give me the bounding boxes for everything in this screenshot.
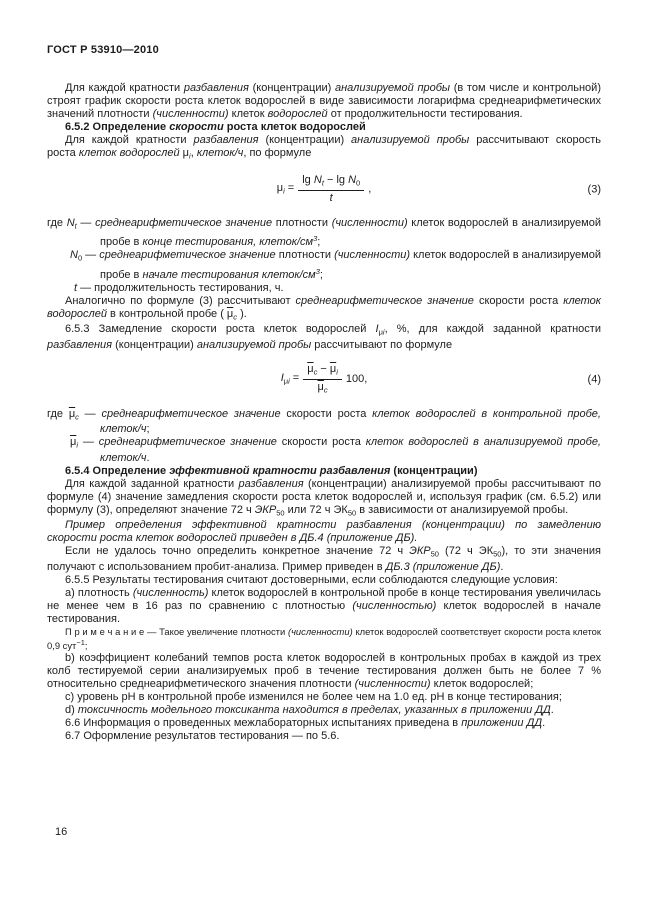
paragraph [47, 134, 601, 163]
text-segment: N [313, 173, 322, 186]
text-segment: среднеарифметическое значение [95, 216, 273, 229]
text-segment: где [47, 216, 67, 229]
formula-lhs [281, 372, 300, 388]
text-segment: c [233, 312, 238, 321]
text-segment: — продолжительность тестирования, ч. [77, 281, 284, 294]
text-segment: скорости [169, 121, 224, 133]
text-segment: 0 [77, 253, 83, 263]
text-segment: токсичность модельного токсиканта находится в пределах, указанных в приложении ДД [77, 703, 551, 716]
text-segment: водорослей [47, 307, 107, 320]
paragraph [47, 217, 601, 250]
text-segment: i [288, 376, 290, 386]
section-heading [47, 121, 601, 134]
text-segment: 6.5.2 Определение [65, 121, 170, 133]
text-segment: Для каждой кратности [65, 134, 194, 146]
text-segment: (численности) [334, 249, 411, 261]
text-segment: анализируемой пробы [196, 338, 312, 351]
document-body [47, 82, 601, 743]
text-segment: N [348, 173, 357, 186]
text-segment: i [76, 440, 79, 450]
text-segment: t [329, 192, 333, 205]
text-segment: 6.6 Информация о проведенных межлабораторных испытаниях приведена в [65, 716, 462, 729]
text-segment: $\overline{\mu}$ [329, 362, 337, 375]
text-segment: клеток водорослей в контрольной пробе в конце тестирования увеличилась не менее чем в 16 раз по сравнению с плотностью [47, 586, 601, 612]
text-segment: 100, [345, 373, 368, 385]
paragraph [47, 408, 601, 437]
text-segment: среднеарифметическое значение [295, 294, 474, 307]
text-segment: = [284, 181, 295, 194]
text-segment: среднеарифметическое значение [99, 249, 276, 261]
text-segment: конце тестирования, клеток/см [142, 236, 314, 248]
text-segment: — [78, 436, 99, 448]
text-segment: −1 [76, 638, 85, 647]
paragraph [47, 626, 601, 652]
text-segment: клеток водорослей; [430, 677, 534, 690]
text-segment: (концентрации) анализируемой пробы рассчитывают по формуле (4) значение замедления скорости роста клеток водорослей и, используя график (см. 6.5.2) или формулу (3), определяют значение 72 ч [47, 477, 601, 516]
paragraph [47, 249, 601, 282]
text-segment: плотности [275, 249, 335, 261]
text-segment: . [550, 703, 554, 716]
text-segment: рассчитывают по формуле [311, 338, 453, 351]
text-segment: скорости роста [280, 407, 373, 420]
text-segment: эффективной кратности разбавления [169, 464, 391, 477]
text-segment: 6.7 Оформление результатов тестирования — по 5.6. [65, 729, 340, 742]
text-segment: (численности) [152, 108, 229, 120]
formula [47, 363, 601, 397]
text-segment: ; [146, 423, 150, 435]
text-segment: 6.5.4 Определение [65, 464, 170, 477]
formula-number: (3) [587, 183, 601, 195]
text-segment: (численность) [132, 586, 209, 599]
text-segment: − lg [323, 173, 349, 186]
text-segment: b) коэффициент колебаний темпов роста клеток водорослей в контрольных пробах в каждой из трех колб тестируемой серии анализируемых проб в течение тестирования должен быть не более 7 % относительно среднеарифметического значения плотности [47, 651, 601, 690]
paragraph [47, 82, 601, 121]
section-heading [47, 465, 601, 478]
text-segment: , %, для каждой заданной кратности [384, 323, 601, 335]
text-segment: (концентрации) [258, 134, 352, 146]
text-segment: (концентрации) [112, 338, 197, 351]
text-segment: $\overline{\mu}$ [226, 307, 234, 320]
text-segment: в зависимости от анализируемой пробы. [356, 503, 569, 516]
text-segment: ). [237, 307, 247, 320]
text-segment: 0 [356, 178, 361, 188]
text-segment: а) плотность [65, 586, 133, 599]
text-segment: 50 [347, 508, 357, 517]
text-segment: ; [319, 268, 323, 281]
text-segment: анализируемой пробы [335, 82, 451, 94]
text-segment: d) [65, 703, 78, 716]
text-segment: водорослей [267, 108, 328, 120]
text-segment: где [47, 407, 69, 420]
text-segment: . [146, 451, 150, 464]
paragraph [47, 282, 601, 295]
text-segment: t [74, 281, 78, 294]
text-segment: ; [84, 640, 88, 651]
text-segment: клеток водорослей в контрольной пробе, клеток/ч [100, 407, 601, 435]
paragraph [47, 691, 601, 704]
text-segment: = [289, 371, 300, 384]
text-segment: μ [276, 181, 284, 194]
text-segment: $\overline{\mu}$ [317, 381, 324, 393]
text-segment: — [78, 407, 102, 420]
paragraph [47, 478, 601, 520]
text-segment: (численности) [354, 677, 431, 690]
text-segment: i [382, 327, 385, 337]
text-segment: клеток [228, 108, 268, 120]
text-segment: клеток водорослей в начале тестирования. [47, 599, 601, 625]
text-segment: μ [283, 376, 289, 386]
text-segment: П р и м е ч а н и е — Такое увеличение плотности [65, 625, 288, 637]
text-segment: Если не удалось точно определить конкретное значение 72 ч [65, 545, 410, 557]
text-segment: c [323, 385, 328, 395]
text-segment: lg [302, 173, 314, 186]
text-segment: N [66, 216, 75, 229]
text-segment: клеток водорослей в анализируемой пробе, клеток/ч [100, 436, 601, 464]
text-segment: ЭКР [254, 503, 277, 516]
text-segment: $\overline{\mu}$ [68, 407, 76, 420]
text-segment: Аналогично по формуле (3) рассчитывают [65, 294, 296, 307]
text-segment: t [321, 178, 324, 188]
text-segment: (численностью) [352, 599, 437, 612]
text-segment: среднеарифметическое значение [98, 436, 277, 448]
text-segment: N [70, 249, 78, 261]
formula-number: (4) [587, 373, 601, 385]
text-segment: роста клеток водорослей [223, 121, 366, 133]
paragraph [47, 704, 601, 717]
text-segment: 3 [313, 234, 318, 243]
paragraph [47, 574, 601, 587]
text-segment: c [75, 412, 79, 421]
text-segment: 50 [430, 549, 439, 559]
text-segment: (численности) [287, 625, 353, 637]
paragraph [47, 519, 601, 545]
paragraph [47, 323, 601, 352]
text-segment: или 72 ч ЭК [284, 503, 348, 516]
paragraph [47, 295, 601, 324]
text-segment: (концентрации) [390, 464, 478, 477]
text-segment: 50 [276, 508, 285, 517]
formula-tail [346, 373, 367, 386]
text-segment: ), то эти значения получают с использованием пробит-анализа. Пример приведен в [47, 545, 601, 573]
text-segment: плотности [272, 216, 332, 229]
text-segment: ДБ.3 (приложение ДБ) [385, 560, 501, 573]
formula [47, 174, 601, 206]
text-segment: клеток водорослей в анализируемой пробе в [100, 249, 601, 281]
text-segment: среднеарифметическое значение [101, 407, 281, 420]
text-segment: Пример определения эффективной кратности разбавления (концентрации) по замедлению скорости роста клеток водорослей приведен в ДБ.4 (приложение ДБ). [47, 519, 601, 544]
text-segment: ЭКР [409, 545, 431, 557]
text-segment: Для каждой заданной кратности [65, 477, 239, 490]
text-segment: Для каждой кратности [65, 82, 184, 94]
text-segment: клеток водорослей в анализируемой пробе в [100, 216, 601, 248]
paragraph [47, 545, 601, 574]
text-segment: , [368, 183, 372, 195]
text-segment: — [82, 249, 100, 261]
text-segment: I [375, 323, 379, 335]
paragraph [47, 436, 601, 465]
text-segment: рассчитывают скорость роста [47, 134, 601, 159]
text-segment: (в том числе и контрольной) строят график скорости роста клеток водорослей в виде зависимости логарифма среднеарифметических значений плотности [47, 82, 601, 120]
formula-lhs [277, 182, 295, 198]
formula-fraction [298, 174, 364, 206]
page-number: 16 [55, 826, 68, 838]
document-header: ГОСТ Р 53910—2010 [47, 44, 159, 56]
text-segment: ; [317, 236, 321, 248]
formula-tail [368, 183, 371, 196]
formula-fraction [303, 363, 342, 397]
paragraph [47, 652, 601, 691]
paragraph [47, 730, 601, 743]
text-segment: клеток водорослей соответствует скорости роста клеток 0,9 сут [47, 625, 602, 651]
text-segment: — [76, 216, 96, 229]
text-segment: 3 [315, 266, 320, 276]
text-segment: 6.5.5 Результаты тестирования считают достоверными, если соблюдаются следующие условия: [65, 573, 558, 586]
text-segment: i [336, 367, 338, 376]
paragraph [47, 587, 601, 626]
text-segment: − [317, 362, 330, 375]
paragraph [47, 717, 601, 730]
text-segment: (72 ч ЭК [438, 545, 494, 557]
text-segment: приложении ДД [461, 716, 543, 729]
text-segment: от продолжительности тестирования. [327, 108, 523, 120]
text-segment: i [189, 151, 191, 161]
text-segment: (концентрации) [248, 82, 335, 94]
text-segment: в контрольной пробе ( [107, 307, 227, 320]
text-segment: анализируемой пробы [351, 134, 470, 146]
text-segment: c) уровень pH в контрольной пробе изменился не более чем на 1.0 ед. pH в конце тестирования; [65, 690, 562, 703]
text-segment: разбавления [183, 82, 249, 94]
text-segment: μ [179, 147, 190, 159]
text-segment: . [500, 560, 504, 573]
text-segment: разбавления [238, 477, 304, 490]
text-segment: $\overline{\mu}$ [70, 436, 77, 448]
text-segment: , по формуле [243, 147, 312, 159]
text-segment: . [542, 716, 546, 729]
text-segment: разбавления [193, 134, 259, 146]
text-segment: скорости роста [473, 294, 564, 307]
text-segment: разбавления [47, 338, 113, 351]
text-segment: μ [378, 327, 383, 337]
text-segment: клеток/ч [196, 147, 244, 159]
text-segment: начале тестирования клеток/см [142, 268, 316, 281]
text-segment: t [74, 221, 77, 230]
text-segment: c [313, 367, 318, 376]
text-segment: i [283, 186, 285, 196]
text-segment: клеток водорослей [78, 147, 180, 159]
text-segment: клеток [563, 294, 601, 307]
text-segment: скорости роста [276, 436, 366, 448]
text-segment: $\overline{\mu}$ [307, 362, 314, 375]
text-segment: , [190, 147, 197, 159]
text-segment: I [280, 371, 284, 384]
text-segment: 50 [493, 549, 502, 559]
text-segment: 6.5.3 Замедление скорости роста клеток водорослей [65, 323, 376, 335]
text-segment: (численности) [331, 216, 408, 229]
